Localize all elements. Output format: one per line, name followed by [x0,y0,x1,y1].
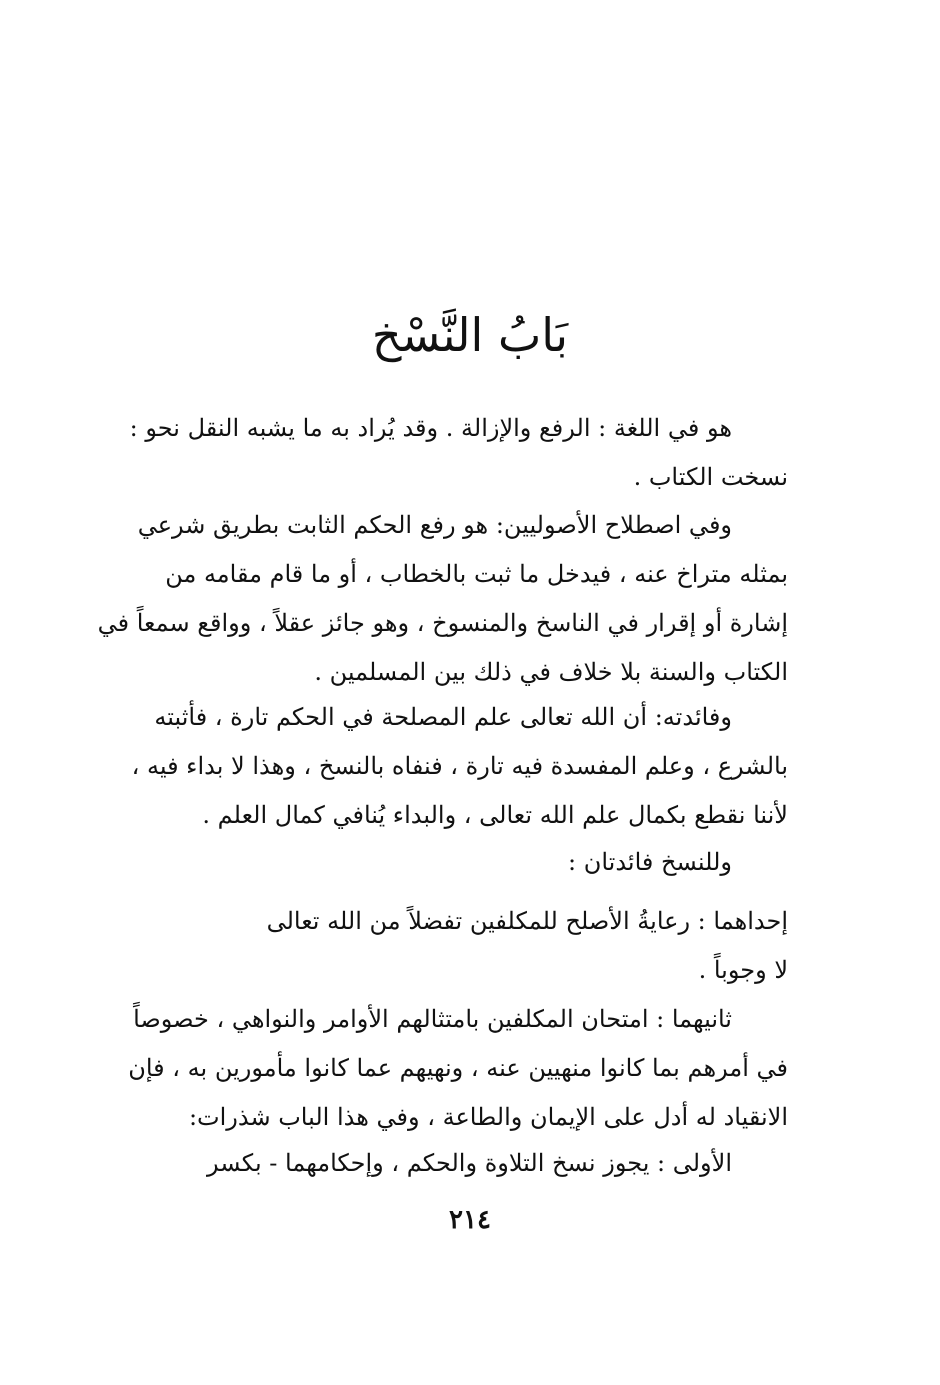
paragraph-first-benefit [112,897,788,995]
text-line: الأولى : يجوز نسخ التلاوة والحكم ، وإحكامهما - بكسر [207,1149,732,1177]
paragraph-linguistic-definition [112,404,788,502]
text-line: وفي اصطلاح الأصوليين: هو رفع الحكم الثابت بطريق شرعي [137,511,732,539]
text-line: إشارة أو إقرار في الناسخ والمنسوخ ، وهو جائز عقلاً ، وواقع سمعاً في [97,609,788,637]
text-line: بالشرع ، وعلم المفسدة فيه تارة ، فنفاه بالنسخ ، وهذا لا بداء فيه ، [131,752,788,780]
text-line: لأننا نقطع بكمال علم الله تعالى ، والبداء يُنافي كمال العلم . [202,801,788,829]
paragraph-first-note [112,1139,788,1188]
text-line: الكتاب والسنة بلا خلاف في ذلك بين المسلمين . [314,658,788,686]
text-line: إحداهما : رعايةُ الأصلح للمكلفين تفضلاً من الله تعالى [266,907,788,935]
text-line: وفائدته: أن الله تعالى علم المصلحة في الحكم تارة ، فأثبته [154,703,732,731]
text-line: هو في اللغة : الرفع والإزالة . وقد يُراد به ما يشبه النقل نحو : [129,414,732,442]
paragraph-benefit [112,693,788,840]
text-line: في أمرهم بما كانوا منهيين عنه ، ونهيهم عما كانوا مأمورين به ، فإن [128,1054,788,1082]
paragraph-technical-definition [97,501,788,697]
text-line: نسخت الكتاب . [633,463,788,491]
text-line: وللنسخ فائدتان : [567,848,732,876]
chapter-title: بَابُ النَّسْخ [371,308,569,362]
text-line: ثانيهما : امتحان المكلفين بامتثالهم الأوامر والنواهي ، خصوصاً [133,1005,732,1033]
paragraph-two-benefits-heading [112,838,788,887]
text-line: بمثله متراخ عنه ، فيدخل ما ثبت بالخطاب ، أو ما قام مقامه من [165,560,788,588]
text-line: الانقياد له أدل على الإيمان والطاعة ، وفي هذا الباب شذرات: [188,1103,788,1131]
paragraph-second-benefit [112,995,788,1142]
page-number: ٢١٤ [449,1205,491,1235]
text-line: لا وجوباً . [698,956,788,984]
